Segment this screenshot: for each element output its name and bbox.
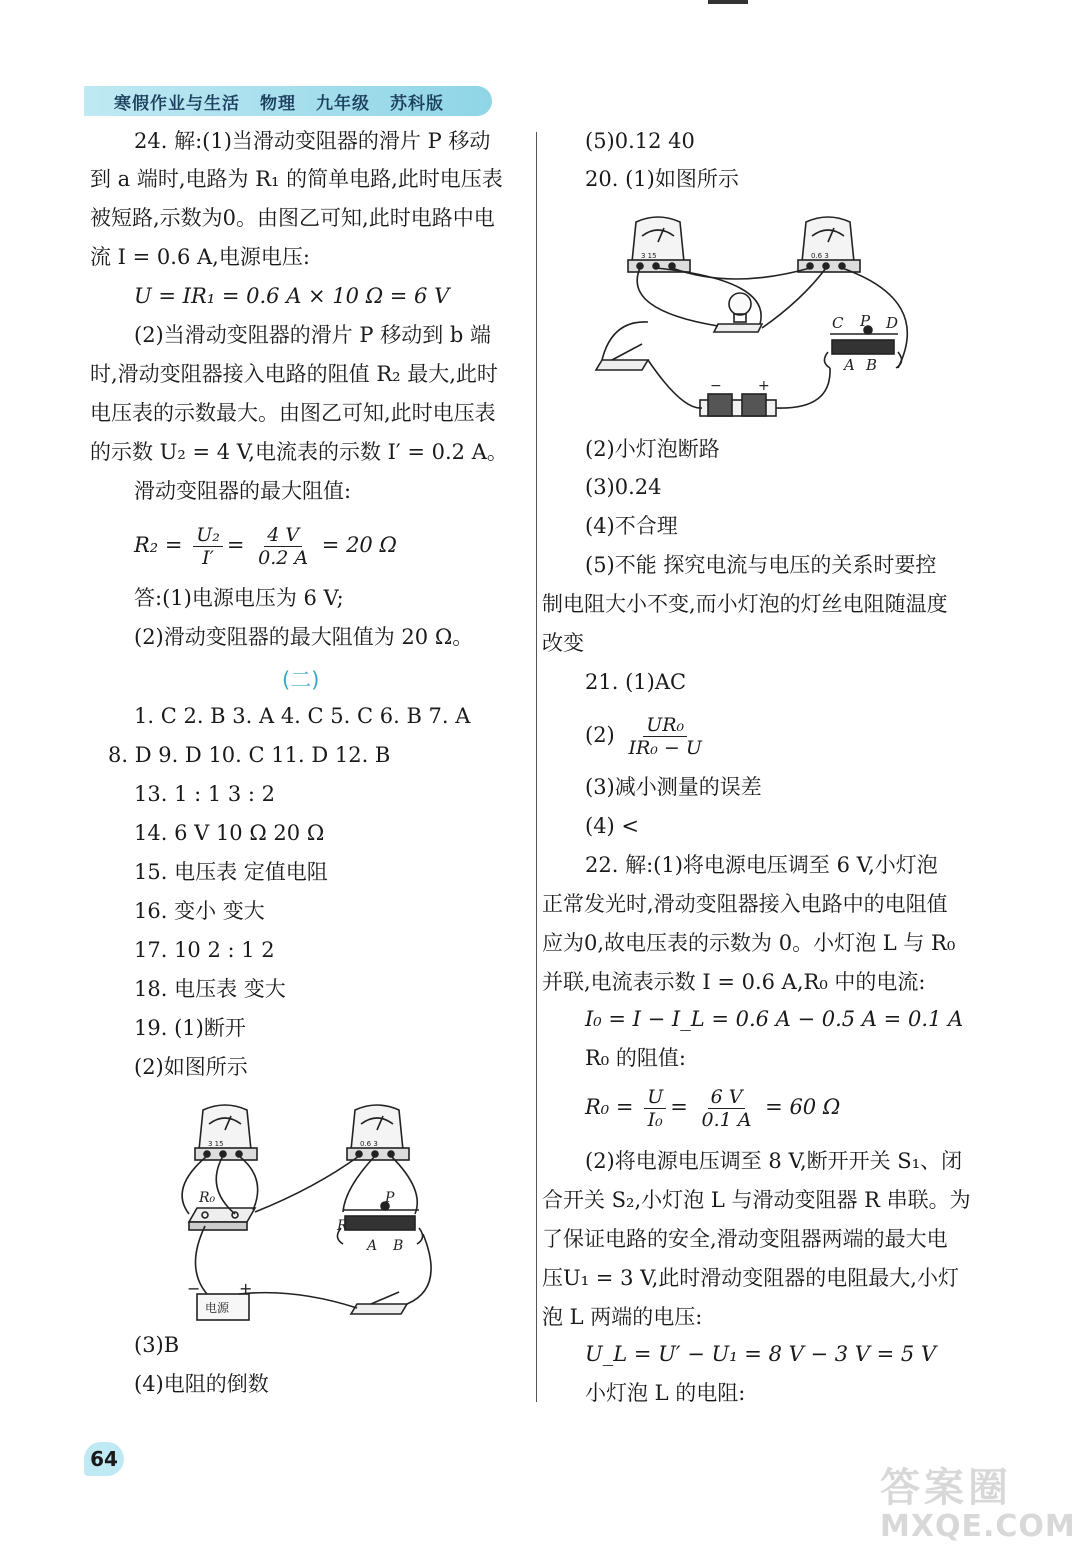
q20-1: 20. (1)如图所示 bbox=[585, 167, 739, 191]
grade: 九年级 bbox=[316, 93, 370, 114]
q22-line6: R₀ 的阻值: bbox=[585, 1046, 686, 1070]
q22-eq2: U_L = U′ − U₁ = 8 V − 3 V = 5 V bbox=[585, 1342, 937, 1366]
ammeter-scale: 0.6 3 bbox=[360, 1140, 378, 1148]
q21-2 bbox=[585, 710, 709, 760]
q16: 16. 变小 变大 bbox=[134, 899, 265, 923]
header-banner bbox=[84, 86, 492, 116]
frac-den: IR₀ − U bbox=[628, 737, 702, 759]
label-minus: − bbox=[187, 1279, 201, 1298]
edition: 苏科版 bbox=[390, 93, 444, 114]
formula-rhs: = 20 Ω bbox=[321, 533, 397, 557]
watermark-logo bbox=[880, 1456, 1076, 1544]
label-plus: + bbox=[758, 378, 770, 394]
q15: 15. 电压表 定值电阻 bbox=[134, 860, 328, 884]
q19-5: (5)0.12 40 bbox=[585, 129, 695, 153]
q24-line10: 滑动变阻器的最大阻值: bbox=[134, 479, 352, 503]
page-number: 64 bbox=[84, 1442, 124, 1476]
frac-num: 4 V bbox=[264, 524, 302, 547]
q20-3: (3)0.24 bbox=[585, 475, 662, 499]
watermark-url: MXQE.COM bbox=[880, 1509, 1076, 1544]
q19-2: (2)如图所示 bbox=[134, 1055, 248, 1079]
q22-line13: 小灯泡 L 的电阻: bbox=[585, 1381, 746, 1405]
mc-answers-1: 1. C 2. B 3. A 4. C 5. C 6. B 7. A bbox=[134, 704, 471, 728]
frac-den: I′ bbox=[202, 547, 214, 569]
formula-lhs: R₂ = bbox=[134, 533, 183, 557]
frac-num: UR₀ bbox=[643, 714, 687, 737]
q19-3: (3)B bbox=[134, 1333, 180, 1357]
q21-3: (3)减小测量的误差 bbox=[585, 775, 762, 799]
subject: 物理 bbox=[260, 93, 296, 114]
q24-line8: 电压表的示数最大。由图乙可知,此时电压表 bbox=[90, 401, 496, 425]
q21-1: 21. (1)AC bbox=[585, 670, 687, 694]
fraction-values bbox=[699, 1086, 755, 1131]
q20-5a: (5)不能 探究电流与电压的关系时要控 bbox=[585, 553, 937, 577]
q22-line7: (2)将电源电压调至 8 V,断开开关 S₁、闭 bbox=[585, 1149, 963, 1173]
q22-line10: 压U₁ = 3 V,此时滑动变阻器的电阻最大,小灯 bbox=[542, 1266, 959, 1290]
voltmeter-body bbox=[632, 217, 684, 262]
rheostat bbox=[345, 1216, 415, 1230]
label-source: 电源 bbox=[205, 1301, 230, 1315]
frac-den: 0.1 A bbox=[701, 1109, 752, 1131]
ammeter-scale: 0.6 3 bbox=[811, 252, 829, 260]
label-r0: R₀ bbox=[199, 1190, 216, 1206]
watermark-text: 答案圈 bbox=[880, 1465, 1012, 1511]
label-a: A bbox=[844, 356, 855, 374]
q22-line1: 22. 解:(1)将电源电压调至 6 V,小灯泡 bbox=[585, 853, 938, 877]
q20-5b: 制电阻大小不变,而小灯泡的灯丝电阻随温度 bbox=[542, 592, 948, 616]
voltmeter-scale: 3 15 bbox=[641, 252, 657, 260]
frac-den: 0.2 A bbox=[258, 547, 309, 569]
q24-formula: R₂ = $\frac{\text{U₂}}{I'}$ = $\frac{4 V}{0.2 A}$ = 20 Ω bbox=[134, 524, 397, 569]
circuit-figure-20 bbox=[592, 210, 922, 434]
label-minus: − bbox=[710, 378, 722, 394]
label-r: R bbox=[337, 1218, 348, 1234]
q14: 14. 6 V 10 Ω 20 Ω bbox=[134, 821, 325, 845]
q21-2-label: (2) bbox=[585, 723, 615, 747]
label-p: P bbox=[385, 1190, 395, 1206]
section-heading: (二) bbox=[282, 668, 320, 692]
q22-line8: 合开关 S₂,小灯泡 L 与滑动变阻器 R 串联。为 bbox=[542, 1188, 971, 1212]
q24-line1: 24. 解:(1)当滑动变阻器的滑片 P 移动 bbox=[134, 129, 491, 153]
q18: 18. 电压表 变大 bbox=[134, 977, 286, 1001]
label-plus: + bbox=[239, 1279, 253, 1298]
fraction-ur0 bbox=[625, 714, 704, 759]
q22-formula: R₀ = $\frac{U}{\text{I₀}}$ = $\frac{6 V}{0.1 A}$ = 60 Ω bbox=[585, 1086, 841, 1131]
formula-rhs: = 60 Ω bbox=[765, 1095, 841, 1119]
voltmeter-body bbox=[199, 1105, 251, 1150]
q22-eq1: I₀ = I − I_L = 0.6 A − 0.5 A = 0.1 A bbox=[585, 1007, 964, 1031]
label-b: B bbox=[866, 356, 878, 374]
q17: 17. 10 2 : 1 2 bbox=[134, 938, 275, 962]
formula-lhs: R₀ = bbox=[585, 1095, 634, 1119]
fraction-u2-i bbox=[193, 524, 223, 569]
bulb-base bbox=[714, 324, 762, 332]
top-mark bbox=[708, 0, 748, 4]
label-p: P bbox=[860, 312, 871, 330]
q24-line6: (2)当滑动变阻器的滑片 P 移动到 b 端 bbox=[134, 323, 492, 347]
q21-4: (4) < bbox=[585, 814, 640, 838]
q24-eq1: U = IR₁ = 0.6 A × 10 Ω = 6 V bbox=[134, 284, 450, 308]
light-bulb bbox=[729, 293, 751, 315]
q24-line2: 到 a 端时,电路为 R₁ 的简单电路,此时电压表 bbox=[90, 167, 503, 191]
fraction-values bbox=[255, 524, 311, 569]
rheostat bbox=[832, 340, 894, 354]
q24-line7: 时,滑动变阻器接入电路的阻值 R₂ 最大,此时 bbox=[90, 362, 498, 386]
q20-5c: 改变 bbox=[542, 631, 584, 655]
q13: 13. 1 : 1 3 : 2 bbox=[134, 782, 276, 806]
frac-den: I₀ bbox=[647, 1109, 663, 1131]
label-b: B bbox=[393, 1238, 404, 1254]
q22-line9: 了保证电路的安全,滑动变阻器两端的最大电 bbox=[542, 1227, 948, 1251]
q22-line4: 并联,电流表示数 I = 0.6 A,R₀ 中的电流: bbox=[542, 970, 926, 994]
switch bbox=[351, 1304, 407, 1314]
q20-4: (4)不合理 bbox=[585, 514, 678, 538]
fraction-u-i0 bbox=[644, 1086, 666, 1131]
frac-num: 6 V bbox=[708, 1086, 746, 1109]
q22-line2: 正常发光时,滑动变阻器接入电路中的电阻值 bbox=[542, 892, 948, 916]
label-c: C bbox=[832, 314, 844, 332]
fixed-resistor bbox=[189, 1208, 255, 1222]
q20-2: (2)小灯泡断路 bbox=[585, 437, 720, 461]
label-d: D bbox=[886, 314, 899, 332]
q24-line9: 的示数 U₂ = 4 V,电流表的示数 I′ = 0.2 A。 bbox=[90, 440, 508, 464]
circuit-figure-19 bbox=[175, 1098, 445, 1326]
q24-line3: 被短路,示数为0。由图乙可知,此时电路中电 bbox=[90, 206, 495, 230]
switch bbox=[596, 360, 648, 370]
q19-1: 19. (1)断开 bbox=[134, 1016, 246, 1040]
mc-answers-2: 8. D 9. D 10. C 11. D 12. B bbox=[108, 743, 391, 767]
q22-line3: 应为0,故电压表的示数为 0。小灯泡 L 与 R₀ bbox=[542, 931, 956, 955]
label-a: A bbox=[367, 1238, 378, 1254]
book-title: 寒假作业与生活 bbox=[114, 93, 240, 114]
voltmeter-scale: 3 15 bbox=[208, 1140, 224, 1148]
q24-answer1: 答:(1)电源电压为 6 V; bbox=[134, 586, 344, 610]
q19-4: (4)电阻的倒数 bbox=[134, 1372, 269, 1396]
q22-line11: 泡 L 两端的电压: bbox=[542, 1305, 703, 1329]
q24-answer2: (2)滑动变阻器的最大阻值为 20 Ω。 bbox=[134, 625, 474, 649]
frac-num: U₂ bbox=[193, 524, 223, 547]
frac-num: U bbox=[644, 1086, 666, 1109]
column-divider bbox=[536, 132, 537, 1402]
q24-line4: 流 I = 0.6 A,电源电压: bbox=[90, 245, 310, 269]
